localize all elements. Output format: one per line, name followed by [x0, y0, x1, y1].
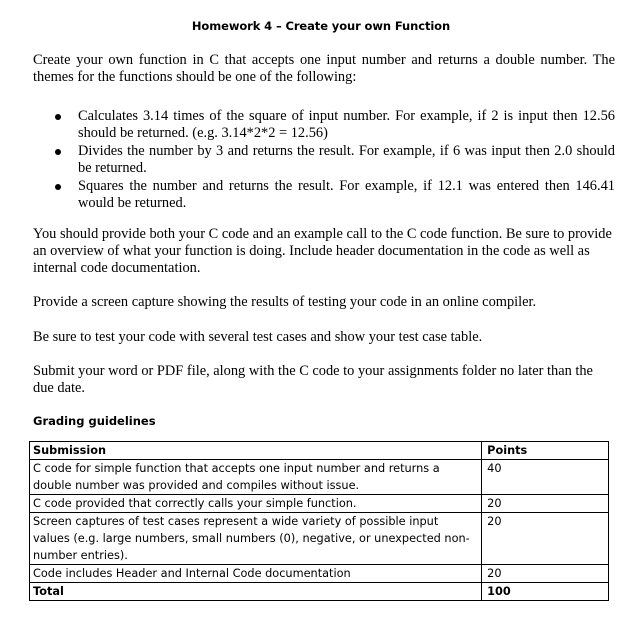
submit-paragraph: Submit your word or PDF file, along with the C code to your assignments folder no later than the due date. [33, 363, 593, 396]
list-item [33, 178, 615, 212]
points-cell: 40 [482, 460, 609, 495]
grading-table [29, 441, 609, 601]
total-label: Total [30, 583, 482, 601]
list-item [33, 143, 615, 177]
test-cases-paragraph: Be sure to test your code with several test cases and show your test case table. [33, 329, 483, 345]
table-row [30, 495, 609, 513]
table-row [30, 513, 609, 565]
total-row [30, 583, 609, 601]
theme-list [33, 108, 615, 213]
submission-cell: Code includes Header and Internal Code documentation [30, 565, 482, 583]
table-row [30, 460, 609, 495]
list-item-text: Calculates 3.14 times of the square of input number. For example, if 2 is input then 12.56 should be returned. (e.g. 3.14*2*2 = 12.56) [78, 108, 615, 141]
provide-paragraph: You should provide both your C code and an example call to the C code function. Be sure to provide an overview of what your function is doing. Include header documentation in the code as well as internal code documentation. [33, 226, 612, 276]
submission-cell: Screen captures of test cases represent a wide variety of possible input values (e.g. large numbers, small numbers (0), negative, or unexpected non-number entries). [30, 513, 482, 565]
submission-cell: C code provided that correctly calls your simple function. [30, 495, 482, 513]
list-item [33, 108, 615, 142]
column-header-points: Points [482, 442, 609, 460]
points-cell: 20 [482, 565, 609, 583]
screen-capture-paragraph: Provide a screen capture showing the results of testing your code in an online compiler. [33, 294, 537, 310]
grading-heading: Grading guidelines [33, 414, 156, 428]
points-cell: 20 [482, 513, 609, 565]
points-cell: 20 [482, 495, 609, 513]
total-points: 100 [482, 583, 609, 601]
table-row [30, 565, 609, 583]
list-item-text: Squares the number and returns the result. For example, if 12.1 was entered then 146.41 would be returned. [78, 178, 615, 211]
column-header-submission: Submission [30, 442, 482, 460]
table-header-row [30, 442, 609, 460]
bullet-icon [55, 114, 61, 120]
bullet-icon [55, 149, 61, 155]
page-title: Homework 4 – Create your own Function [191, 19, 451, 33]
list-item-text: Divides the number by 3 and returns the result. For example, if 6 was input then 2.0 should be returned. [78, 143, 615, 176]
bullet-icon [55, 184, 61, 190]
submission-cell: C code for simple function that accepts one input number and returns a double number was provided and compiles without issue. [30, 460, 482, 495]
intro-paragraph: Create your own function in C that accepts one input number and returns a double number. The themes for the functions should be one of the following: [33, 52, 615, 85]
